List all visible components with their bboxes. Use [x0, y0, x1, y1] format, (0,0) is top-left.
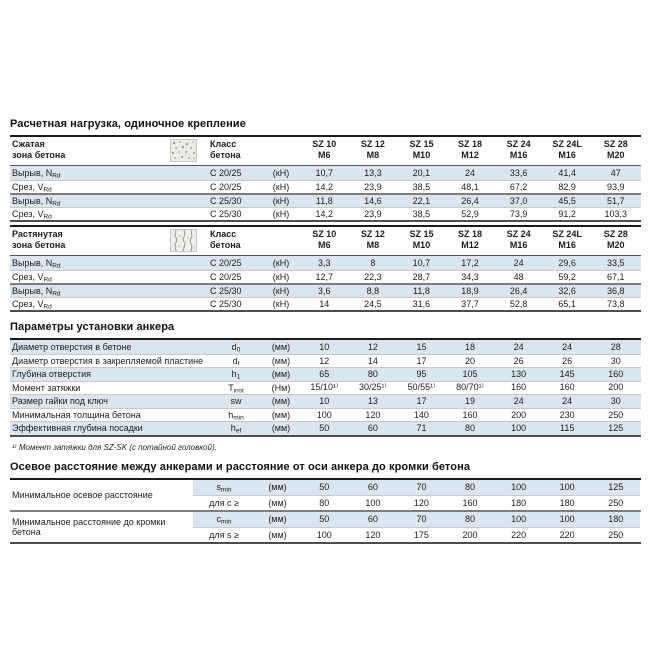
spacing-group-axial [10, 480, 641, 510]
concrete-class: C 20/25 [210, 167, 242, 178]
value-cell: 82,9 [558, 181, 576, 192]
table-row [193, 480, 640, 495]
load-table-tension [10, 225, 641, 312]
row-values [300, 286, 640, 296]
param-symbol: для s ≥ [209, 529, 239, 540]
value-cell: 65 [319, 369, 330, 380]
value-cell: SZ 12 [360, 229, 385, 239]
table-row [10, 381, 641, 395]
value-cell: 250 [608, 529, 624, 540]
param-symbol: для c ≥ [209, 497, 239, 508]
value-cell: 28,7 [412, 271, 431, 282]
value-cell: 23,9 [364, 181, 382, 192]
value-cell: M16 [558, 240, 576, 250]
row-values [300, 423, 640, 433]
class-header [210, 139, 262, 161]
table-row [10, 367, 641, 381]
table-row [10, 256, 641, 270]
param-symbol: $h_{ef}$ [230, 423, 242, 435]
param-label: Размер гайки под ключ [12, 396, 108, 407]
value-cell: 65,1 [558, 298, 576, 309]
value-cell: 24 [562, 396, 573, 407]
concrete-class: C 20/25 [210, 271, 242, 282]
value-cell: SZ 12 [360, 139, 385, 149]
size-columns-header [300, 139, 640, 161]
value-cell: 45,5 [558, 195, 576, 206]
table-row [10, 180, 641, 194]
table-row [10, 297, 641, 311]
value-cell: 100 [316, 529, 332, 540]
value-cell: M10 [412, 240, 431, 250]
value-cell: 160 [511, 382, 527, 393]
value-cell: 12 [367, 341, 378, 352]
zone-label-line1: Растянутая [12, 229, 63, 239]
table-row [10, 193, 641, 207]
unit-label: (мм) [271, 409, 291, 420]
value-cell: 26 [562, 355, 573, 366]
section-title-load: Расчетная нагрузка, одиночное крепление [10, 118, 246, 130]
value-cell: 50/55¹⁾ [407, 382, 436, 393]
param-symbol: $h_{min}$ [228, 409, 244, 422]
param-label: Глубина отверстия [12, 369, 92, 380]
concrete-class: C 25/30 [210, 285, 242, 296]
value-cell: 48 [513, 271, 524, 282]
value-cell: 10,7 [412, 257, 431, 268]
value-cell: 37,7 [461, 298, 479, 309]
value-cell: 50 [319, 423, 330, 434]
value-cell: 52,9 [461, 208, 479, 219]
group-rows [193, 480, 640, 510]
concrete-class: C 25/30 [210, 298, 242, 309]
value-cell: 71 [416, 423, 427, 434]
row-values [300, 356, 640, 366]
value-cell: 17 [416, 355, 427, 366]
value-cell: 230 [559, 409, 575, 420]
value-cell: 93,9 [606, 181, 625, 192]
table-row [10, 394, 641, 408]
value-cell: 180 [559, 497, 575, 508]
value-cell: 200 [511, 409, 527, 420]
table-row [193, 512, 640, 527]
row-label: Вырыв, $N_{Rd}$ [12, 167, 61, 180]
value-cell: SZ 10 [312, 139, 337, 149]
value-cell: 100 [316, 409, 332, 420]
value-cell: 80 [465, 482, 476, 492]
value-cell: 30 [610, 355, 621, 366]
value-cell: 15 [416, 341, 427, 352]
table-row [10, 408, 641, 422]
value-cell: 91,2 [558, 208, 576, 219]
value-cell: M20 [607, 150, 625, 160]
value-cell: 10 [319, 341, 330, 352]
unit-label: (кН) [272, 285, 290, 296]
row-values [300, 196, 640, 206]
value-cell: 160 [462, 409, 478, 420]
value-cell: 29,6 [558, 257, 576, 268]
value-cell: 80/70¹⁾ [456, 382, 484, 393]
value-cell: 250 [608, 497, 624, 508]
load-table-compressed-header [10, 137, 641, 166]
value-cell: 14 [367, 355, 378, 366]
row-values [300, 258, 640, 268]
param-symbol: $h_1$ [231, 369, 241, 381]
row-values [300, 530, 640, 540]
row-values [300, 272, 640, 282]
value-cell: M6 [318, 240, 331, 250]
value-cell: 24 [465, 167, 476, 178]
row-values [300, 182, 640, 192]
row-label: Срез, $V_{Rd}$ [12, 271, 52, 284]
value-cell: 38,5 [412, 181, 431, 192]
value-cell: 31,6 [412, 298, 431, 309]
value-cell: 3,6 [318, 285, 331, 296]
table-row [193, 495, 640, 510]
section-title-spacing: Осевое расстояние между анкерами и расстояние от оси анкера до кромки бетона [10, 460, 471, 473]
value-cell: 37,0 [509, 195, 528, 206]
value-cell: 175 [413, 529, 429, 540]
unit-label: (мм) [271, 423, 291, 434]
value-cell: 26,4 [461, 195, 479, 206]
value-cell: 120 [413, 497, 429, 508]
param-label: Момент затяжки [12, 382, 81, 393]
value-cell: 73,8 [606, 298, 625, 309]
unit-label: (мм) [271, 396, 291, 407]
value-cell: 95 [416, 369, 427, 380]
install-params-table [10, 338, 641, 437]
param-symbol: $c_{min}$ [216, 514, 232, 526]
value-cell: 130 [511, 369, 527, 380]
row-label: Вырыв, $N_{Rd}$ [12, 257, 61, 270]
value-cell: 145 [559, 369, 575, 380]
param-label: Диаметр отверстия в бетоне [12, 341, 132, 352]
concrete-class: C 20/25 [210, 181, 242, 192]
value-cell: 80 [367, 369, 378, 380]
value-cell: 14,6 [364, 195, 382, 206]
value-cell: 26,4 [509, 285, 528, 296]
value-cell: 60 [367, 482, 378, 492]
unit-label: (кН) [272, 181, 290, 192]
class-header [210, 229, 262, 251]
row-values [300, 382, 640, 393]
spacing-table [10, 478, 641, 544]
zone-label [10, 139, 170, 161]
value-cell: SZ 15 [409, 139, 434, 149]
value-cell: 28 [610, 341, 621, 352]
unit-label: (кН) [272, 271, 290, 282]
table-row [10, 270, 641, 284]
value-cell: 60 [367, 423, 378, 434]
load-table-compressed [10, 135, 641, 222]
value-cell: 36,8 [606, 285, 625, 296]
value-cell: 115 [560, 423, 575, 434]
value-cell: 32,6 [558, 285, 576, 296]
value-cell: 11,8 [413, 285, 430, 296]
param-symbol: sw [230, 396, 242, 407]
thread-row [300, 150, 640, 161]
row-label: Вырыв, $N_{Rd}$ [12, 195, 61, 208]
value-cell: SZ 24 [506, 139, 531, 149]
concrete-class: C 25/30 [210, 208, 242, 219]
row-label: Срез, $V_{Rd}$ [12, 298, 52, 311]
unit-label: (мм) [268, 514, 287, 524]
row-label: Срез, $V_{Rd}$ [12, 181, 52, 194]
group-rows [193, 512, 640, 542]
concrete-class: C 25/30 [210, 195, 242, 206]
row-values [300, 342, 640, 352]
footnote: ¹⁾ Момент затяжки для SZ-SK (с потайной головкой). [12, 442, 217, 452]
value-cell: M6 [318, 150, 331, 160]
zone-label-line2: зона бетона [12, 150, 66, 160]
param-label: Минимальная толщина бетона [12, 409, 141, 420]
value-cell: 38,5 [412, 208, 431, 219]
param-label: Эффективная глубина посадки [12, 423, 143, 434]
value-cell: 14,2 [315, 181, 334, 192]
param-symbol: $T_{inst}$ [228, 382, 244, 395]
value-cell: 23,9 [364, 208, 382, 219]
value-cell: M12 [461, 240, 479, 250]
value-cell: 34,3 [461, 271, 479, 282]
group-label: Минимальное расстояние до кромки бетона [12, 516, 166, 537]
value-cell: 3,3 [318, 257, 331, 268]
value-cell: 73,9 [509, 208, 528, 219]
size-columns-header [300, 229, 640, 251]
value-cell: 160 [462, 497, 478, 508]
unit-label: (Нм) [271, 382, 291, 393]
value-cell: SZ 18 [458, 139, 483, 149]
unit-label: (мм) [271, 341, 291, 352]
value-cell: M10 [412, 150, 431, 160]
value-cell: M12 [461, 150, 479, 160]
value-cell: 80 [465, 423, 476, 434]
class-header-line1: Класс [210, 139, 237, 149]
value-cell: 160 [559, 382, 575, 393]
row-label: Срез, $V_{Rd}$ [12, 208, 52, 221]
unit-label: (мм) [268, 497, 287, 508]
value-cell: 17,2 [461, 257, 479, 268]
value-cell: 13,3 [364, 167, 382, 178]
value-cell: 120 [365, 529, 381, 540]
unit-label: (кН) [272, 208, 290, 219]
value-cell: 13 [367, 396, 378, 407]
zone-label [10, 229, 170, 251]
row-values [300, 410, 640, 420]
value-cell: 11,8 [315, 195, 333, 206]
value-cell: 26 [513, 355, 524, 366]
value-cell: 160 [608, 369, 624, 380]
value-cell: 20 [465, 355, 476, 366]
load-table-tension-header [10, 227, 641, 256]
content-area [10, 118, 641, 547]
group-label: Минимальное осевое расстояние [12, 489, 153, 500]
spacing-group-edge [10, 510, 641, 542]
unit-label: (кН) [272, 195, 290, 206]
value-cell: 52,8 [509, 298, 528, 309]
unit-label: (мм) [268, 482, 287, 492]
value-cell: M8 [366, 240, 380, 250]
value-cell: 125 [608, 482, 624, 492]
table-row [10, 421, 641, 435]
class-header-line2: бетона [210, 240, 241, 250]
value-cell: SZ 28 [603, 229, 628, 239]
value-cell: 103,3 [604, 208, 628, 219]
value-cell: 67,1 [606, 271, 625, 282]
thread-row [300, 240, 640, 251]
size-row [300, 229, 640, 240]
class-header-line2: бетона [210, 150, 241, 160]
value-cell: 47 [610, 167, 621, 178]
value-cell: 8,8 [366, 285, 380, 296]
value-cell: 41,4 [558, 167, 576, 178]
value-cell: 24 [562, 341, 573, 352]
value-cell: 220 [511, 529, 527, 540]
unit-label: (мм) [268, 529, 287, 540]
table-row [10, 283, 641, 297]
value-cell: 250 [608, 409, 624, 420]
value-cell: 105 [462, 369, 478, 380]
row-values [300, 396, 640, 406]
unit-label: (мм) [271, 355, 291, 366]
value-cell: 100 [511, 482, 527, 492]
value-cell: 24 [513, 396, 524, 407]
table-row [10, 166, 641, 180]
row-values [300, 168, 640, 178]
value-cell: 50 [319, 514, 330, 524]
value-cell: 24,5 [364, 298, 382, 309]
value-cell: 24 [513, 257, 524, 268]
zone-label-line1: Сжатая [12, 139, 45, 149]
value-cell: 60 [367, 514, 378, 524]
value-cell: 22,3 [364, 271, 382, 282]
value-cell: 100 [365, 497, 381, 508]
value-cell: SZ 24L [552, 229, 582, 239]
value-cell: M8 [366, 150, 380, 160]
param-symbol: $s_{min}$ [216, 482, 232, 494]
value-cell: 140 [413, 409, 429, 420]
concrete-class: C 20/25 [210, 257, 242, 268]
value-cell: 200 [462, 529, 478, 540]
unit-label: (мм) [271, 369, 291, 380]
value-cell: 100 [511, 514, 527, 524]
value-cell: 80 [319, 497, 330, 508]
param-symbol: $d_f$ [232, 355, 240, 368]
value-cell: 22,1 [412, 195, 431, 206]
value-cell: 10,7 [315, 167, 334, 178]
row-values [300, 369, 640, 379]
value-cell: 17 [416, 396, 427, 407]
value-cell: 33,5 [606, 257, 625, 268]
param-symbol: $d_0$ [231, 341, 241, 354]
value-cell: 30 [610, 396, 621, 407]
value-cell: SZ 10 [312, 229, 337, 239]
value-cell: M16 [509, 240, 528, 250]
value-cell: 33,6 [509, 167, 528, 178]
unit-label: (кН) [272, 257, 290, 268]
value-cell: 180 [608, 514, 624, 524]
value-cell: 180 [511, 497, 527, 508]
row-values [300, 209, 640, 219]
size-row [300, 139, 640, 150]
value-cell: 80 [465, 514, 476, 524]
value-cell: M16 [558, 150, 576, 160]
value-cell: 14 [319, 298, 330, 309]
value-cell: 200 [608, 382, 624, 393]
value-cell: 12 [319, 355, 330, 366]
table-row [193, 527, 640, 542]
value-cell: 220 [559, 529, 575, 540]
zone-label-line2: зона бетона [12, 240, 66, 250]
value-cell: 100 [511, 423, 527, 434]
row-values [300, 482, 640, 492]
value-cell: 51,7 [606, 195, 625, 206]
value-cell: 18,9 [461, 285, 479, 296]
table-row [10, 340, 641, 354]
value-cell: 12,7 [315, 271, 334, 282]
value-cell: 70 [416, 514, 427, 524]
value-cell: 20,1 [412, 167, 431, 178]
value-cell: 10 [319, 396, 330, 407]
value-cell: 59,2 [558, 271, 576, 282]
row-values [300, 514, 640, 524]
concrete-compressed-icon [170, 139, 210, 162]
value-cell: 125 [608, 423, 624, 434]
param-label: Диаметр отверстия в закрепляемой пластине [12, 355, 204, 366]
value-cell: 8 [370, 257, 376, 268]
row-label: Вырыв, $N_{Rd}$ [12, 285, 61, 298]
row-values [300, 498, 640, 508]
value-cell: 14,2 [315, 208, 334, 219]
value-cell: M16 [509, 150, 528, 160]
class-header-line1: Класс [210, 229, 237, 239]
value-cell: SZ 18 [458, 229, 483, 239]
value-cell: SZ 15 [409, 229, 434, 239]
table-row [10, 207, 641, 221]
value-cell: 100 [559, 482, 575, 492]
value-cell: 18 [465, 341, 476, 352]
section-title-install-params: Параметры установки анкера [10, 321, 175, 333]
value-cell: 100 [559, 514, 575, 524]
value-cell: 120 [365, 409, 381, 420]
value-cell: SZ 28 [603, 139, 628, 149]
value-cell: 30/25¹⁾ [359, 382, 387, 393]
value-cell: M20 [607, 240, 625, 250]
value-cell: 19 [465, 396, 476, 407]
unit-label: (кН) [272, 298, 290, 309]
value-cell: SZ 24 [506, 229, 531, 239]
value-cell: 70 [416, 482, 427, 492]
concrete-tension-cracks-icon [170, 229, 210, 252]
value-cell: 48,1 [461, 181, 479, 192]
value-cell: 50 [319, 482, 330, 492]
table-row [10, 354, 641, 368]
row-values [300, 299, 640, 309]
value-cell: SZ 24L [552, 139, 582, 149]
value-cell: 67,2 [509, 181, 528, 192]
unit-label: (кН) [272, 167, 290, 178]
value-cell: 24 [513, 341, 524, 352]
value-cell: 15/10¹⁾ [310, 382, 339, 393]
